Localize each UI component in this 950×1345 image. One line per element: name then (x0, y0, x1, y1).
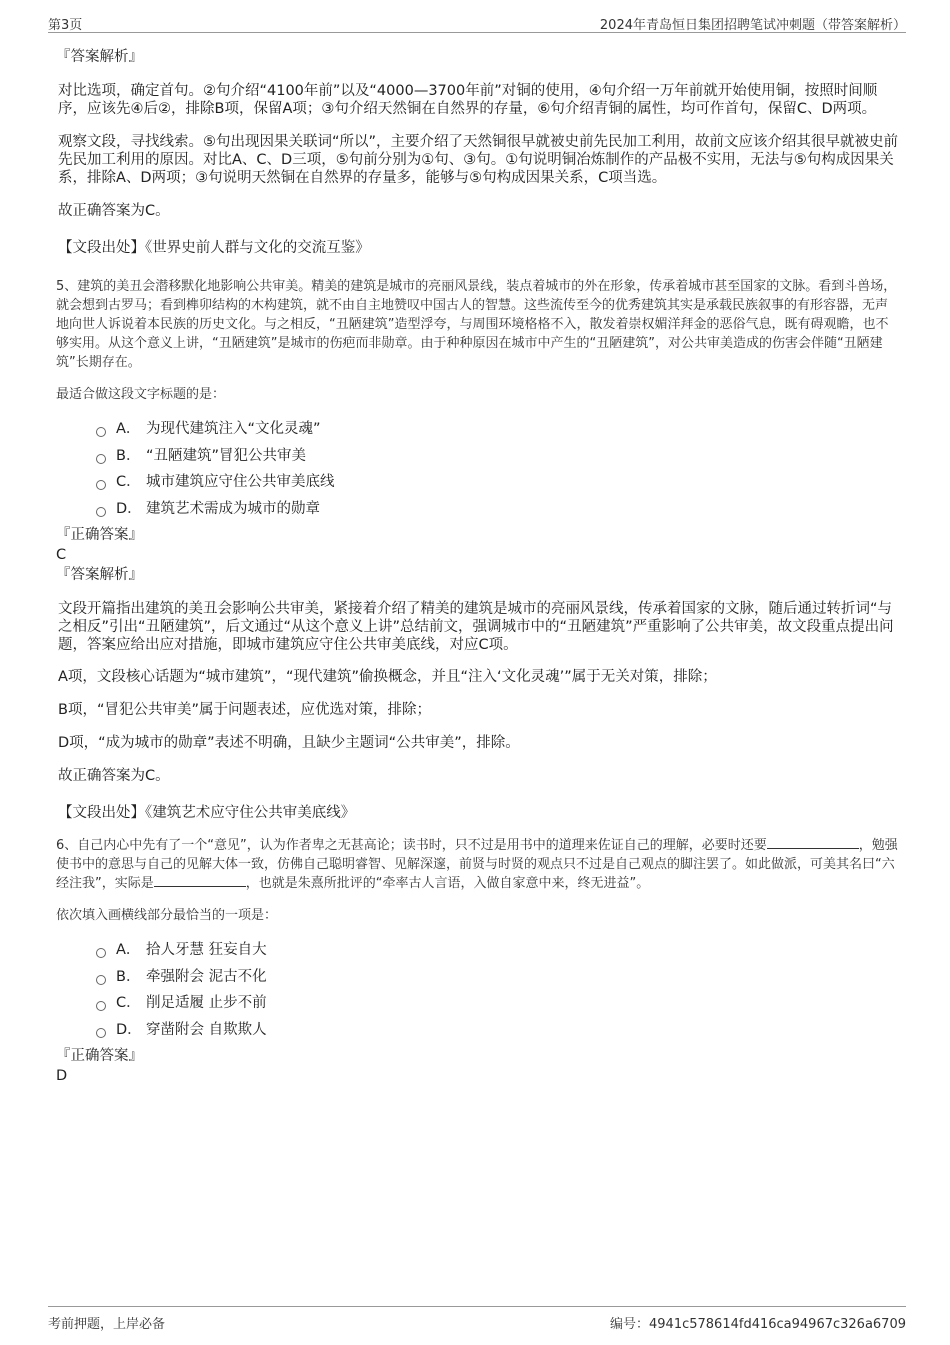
q5-prompt: 最适合做这段文字标题的是： (56, 387, 226, 402)
radio-icon[interactable] (96, 1028, 106, 1038)
q5-analysis-para: A项，文段核心话题为“城市建筑”，“现代建筑”偷换概念，并且“注入‘文化灵魂’”属于无关对策，排除； (58, 669, 717, 685)
q6-option-c[interactable]: C． 削足适履 止步不前 (96, 990, 900, 1017)
page-content (56, 46, 900, 1085)
radio-icon[interactable] (96, 480, 106, 490)
q5-answer-label: 『正确答案』 (56, 527, 143, 543)
blank-line (154, 874, 246, 887)
document-id: 编号：4941c578614fd416ca94967c326a6709 (610, 1317, 906, 1332)
q5-analysis-para: 文段开篇指出建筑的美丑会影响公共审美，紧接着介绍了精美的建筑是城市的亮丽风景线，传承着国家的文脉，随后通过转折词“与之相反”引出“丑陋建筑”，后文通过“从这个意义上讲”总结前文，强调城市中的“丑陋建筑”严重影响了公共审美，故文段重点提出问题，答案应给出应对措施，即城市建筑应守住公共审美底线，对应C项。 (58, 601, 894, 653)
radio-icon[interactable] (96, 507, 106, 517)
q5-conclusion: 故正确答案为C。 (58, 768, 170, 784)
q6-prompt: 依次填入画横线部分最恰当的一项是： (56, 908, 278, 923)
q5-option-b[interactable]: B． “丑陋建筑”冒犯公共审美 (96, 443, 900, 470)
q5-analysis-para: B项，“冒犯公共审美”属于问题表述，应优选对策，排除； (58, 702, 431, 718)
page-header (48, 14, 906, 33)
q6-stem: 6、自己内心中先有了一个“意见”，认为作者卑之无甚高论；读书时，只不过是用书中的道理来佐证自己的理解，必要时还要 ，勉强使书中的意思与自己的见解大体一致，仿佛自己聪明睿智、见解深邃，前贤与时贤的观点只不过是自己观点的脚注罢了。如此做派，可美其名曰“六经注我”，实际是 ，也就是朱熹所批评的“牵率古人言语，入做自家意中来，终无进益”。 (56, 838, 898, 891)
q6-option-a[interactable]: A． 拾人牙慧 狂妄自大 (96, 937, 900, 964)
q5-answer: C (56, 547, 67, 563)
page-number: 第3页 (48, 18, 83, 33)
q5-analysis-para: D项，“成为城市的勋章”表述不明确，且缺少主题词“公共审美”，排除。 (58, 735, 520, 751)
q4-analysis-para: 观察文段，寻找线索。⑤句出现因果关联词“所以”，主要介绍了天然铜很早就被史前先民加工利用，故前文应该介绍其很早就被史前先民加工利用的原因。对比A、C、D三项，⑤句前分别为①句、③句。①句说明铜冶炼制作的产品极不实用，无法与⑤句构成因果关系，排除A、D两项；③句说明天然铜在自然界的存量多，能够与⑤句构成因果关系，C项当选。 (58, 134, 899, 186)
q5-option-a[interactable]: A． 为现代建筑注入“文化灵魂” (96, 416, 900, 443)
footer-slogan: 考前押题，上岸必备 (48, 1317, 166, 1332)
q4-analysis-label: 『答案解析』 (56, 49, 143, 65)
q5-option-c[interactable]: C． 城市建筑应守住公共审美底线 (96, 469, 900, 496)
q4-source: 【文段出处】《世界史前人群与文化的交流互鉴》 (58, 240, 370, 256)
q5-stem: 5、建筑的美丑会潜移默化地影响公共审美。精美的建筑是城市的亮丽风景线，装点着城市的外在形象，传承着城市甚至国家的文脉。看到斗兽场，就会想到古罗马；看到榫卯结构的木构建筑，就不由自主地赞叹中国古人的智慧。这些流传至今的优秀建筑其实是承载民族叙事的有形容器，无声地向世人诉说着本民族的历史文化。与之相反，“丑陋建筑”造型浮夸，与周围环境格格不入，散发着崇权媚洋拜金的恶俗气息，既有碍观瞻，也不够实用。从这个意义上讲，“丑陋建筑”是城市的伤疤而非勋章。由于种种原因在城市中产生的“丑陋建筑”，对公共审美造成的伤害会伴随“丑陋建筑”长期存在。 (56, 279, 897, 370)
blank-line (767, 836, 859, 849)
q4-conclusion: 故正确答案为C。 (58, 203, 170, 219)
radio-icon[interactable] (96, 427, 106, 437)
q5-analysis-label: 『答案解析』 (56, 567, 143, 583)
q6-options (56, 937, 900, 1043)
q5-options (56, 416, 900, 522)
radio-icon[interactable] (96, 1001, 106, 1011)
document-title: 2024年青岛恒日集团招聘笔试冲刺题（带答案解析） (599, 18, 906, 33)
radio-icon[interactable] (96, 948, 106, 958)
page-footer (48, 1306, 906, 1332)
q6-answer: D (56, 1068, 68, 1084)
q6-option-d[interactable]: D． 穿凿附会 自欺欺人 (96, 1017, 900, 1044)
q6-answer-label: 『正确答案』 (56, 1048, 143, 1064)
radio-icon[interactable] (96, 975, 106, 985)
q6-option-b[interactable]: B． 牵强附会 泥古不化 (96, 964, 900, 991)
q5-source: 【文段出处】《建筑艺术应守住公共审美底线》 (58, 805, 356, 821)
q4-analysis-para: 对比选项，确定首句。②句介绍“4100年前”以及“4000—3700年前”对铜的使用，④句介绍一万年前就开始使用铜，按照时间顺序，应该先④后②，排除B项，保留A项；③句介绍天然铜在自然界的存量，⑥句介绍青铜的属性，均可作首句，保留C、D两项。 (58, 83, 878, 117)
q5-option-d[interactable]: D． 建筑艺术需成为城市的勋章 (96, 496, 900, 523)
radio-icon[interactable] (96, 454, 106, 464)
